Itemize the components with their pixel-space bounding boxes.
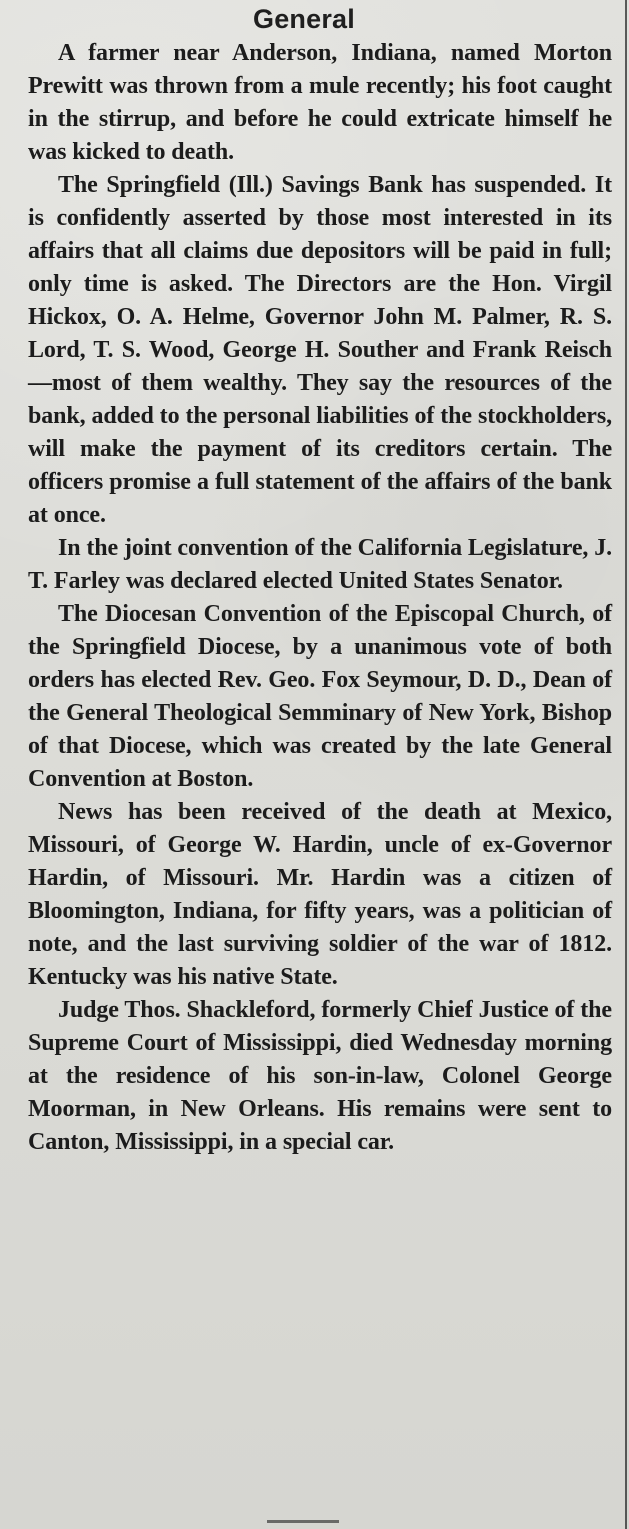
paragraph-prewitt: A farmer near Anderson, Indiana, named Morton Prewitt was thrown from a mule recently; his foot caught in the stirrup, and before he could extricate himself he was kicked to death. xyxy=(28,40,612,165)
paragraph-shackleford-death: Judge Thos. Shackleford, formerly Chief Justice of the Supreme Court of Mississippi, died Wednesday morning at the residence of his son-in-law, Colonel George Moorman, in New Orleans. His remains were sent to Canton, Mississippi, in a special car. xyxy=(28,997,612,1155)
section-heading: General xyxy=(253,4,355,34)
news-article-column xyxy=(28,37,612,1159)
paragraph-diocesan-convention: The Diocesan Convention of the Episcopal Church, of the Springfield Diocese, by a unanimous vote of both orders has elected Rev. Geo. Fox Seymour, D. D., Dean of the General Theological Semminary of New York, Bishop of that Diocese, which was created by the late General Convention at Boston. xyxy=(28,601,612,792)
paragraph-springfield-bank: The Springfield (Ill.) Savings Bank has suspended. It is confidently asserted by those most interested in its affairs that all claims due depositors will be paid in full; only time is asked. The Directors are the Hon. Virgil Hickox, O. A. Helme, Governor John M. Palmer, R. S. Lord, T. S. Wood, George H. Souther and Frank Reisch—most of them wealthy. They say the resources of the bank, added to the personal liabilities of the stockholders, will make the payment of its creditors certain. The officers promise a full statement of the affairs of the bank at once. xyxy=(28,172,612,528)
bottom-divider xyxy=(267,1520,339,1523)
column-divider xyxy=(625,0,627,1529)
paragraph-california-senator: In the joint convention of the California Legislature, J. T. Farley was declared elected United States Senator. xyxy=(28,535,612,594)
paragraph-hardin-death: News has been received of the death at Mexico, Missouri, of George W. Hardin, uncle of ex-Governor Hardin, of Missouri. Mr. Hardin was a citizen of Bloomington, Indiana, for fifty years, was a politician of note, and the last surviving soldier of the war of 1812. Kentucky was his native State. xyxy=(28,799,612,990)
